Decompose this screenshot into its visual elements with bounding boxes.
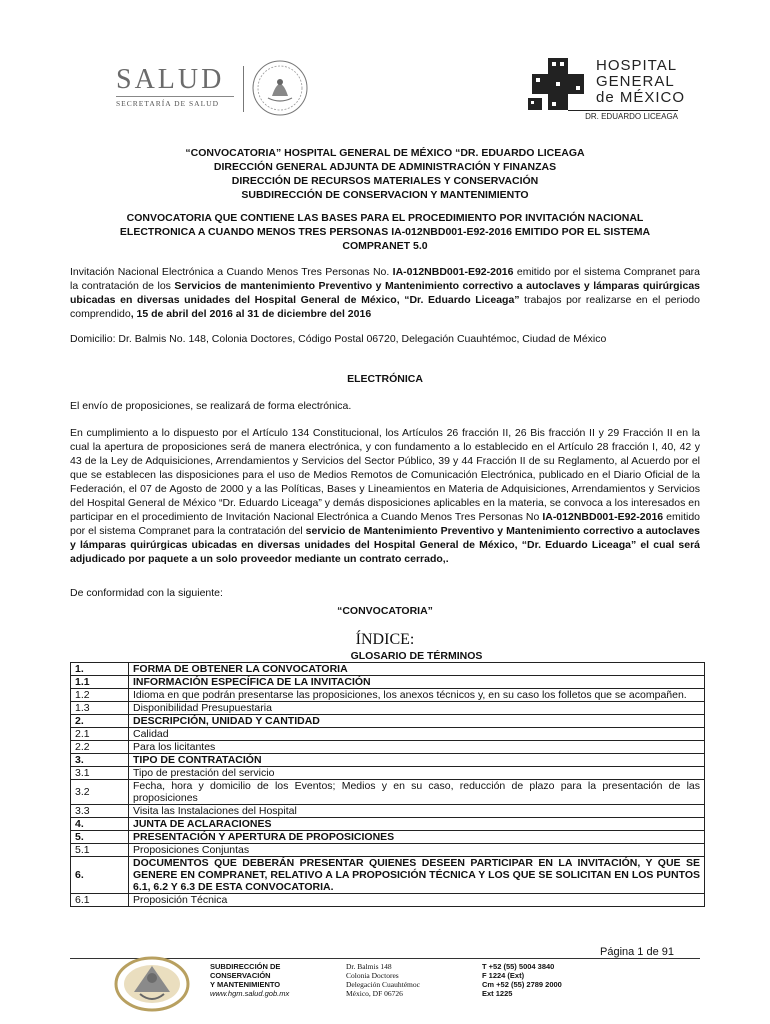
index-entry: Calidad [129,728,705,741]
footer-line: Dr. Balmis 148 [346,962,392,971]
index-entry: Proposición Técnica [129,894,705,907]
index-number: 3.1 [71,767,129,780]
index-title: ÍNDICE: [355,631,415,648]
index-row [71,741,705,754]
index-row [71,831,705,844]
footer-line: SUBDIRECCIÓN DE [210,962,281,971]
index-entry: Para los licitantes [129,741,705,754]
text-run: emitido por el sistema Compranet para la contratación de los [70,266,700,292]
index-row [71,844,705,857]
index-entry: DOCUMENTOS QUE DEBERÁN PRESENTAR QUIENES DESEEN PARTICIPAR EN LA INVITACIÓN, Y QUE SE GENERE EN COMPRANET, RELATIVO A LA PROPOSICIÓN TÉCNICA Y LOS QUE SE SOLICITAN EN LOS PUNTOS 6.1, 6.2 Y 6.3 DE ESTA CONVOCATORIA. [129,857,705,894]
index-row [71,857,705,894]
invitation-paragraph [70,265,700,321]
footer-line: Colonia Doctores [346,971,399,980]
index-row [71,805,705,818]
index-row [71,754,705,767]
index-row [71,676,705,689]
index-entry: Disponibilidad Presupuestaria [129,702,705,715]
title-line: SUBDIRECCIÓN DE CONSERVACION Y MANTENIMIENTO [241,189,529,201]
index-number: 2.2 [71,741,129,754]
conformity-paragraph: De conformidad con la siguiente: [70,587,223,599]
legal-basis-paragraph [70,426,700,566]
submission-paragraph: El envío de proposiciones, se realizará de forma electrónica. [70,400,352,412]
text-run: En cumplimiento a lo dispuesto por el Artículo 134 Constitucional, los Artículos 26 fracción II, 26 Bis fracción II y 29 Fracción II en la cual la apertura de proposiciones será de manera electrónica, y con fundamento a lo establecido en el Artículo 28 fracción I, 40, 42 y 43 de la Ley de Adquisiciones, Arrendamientos y Servicios del Sector Público, 39 y 44 Fracción II de su Reglamento, al Acuerdo por el que se establecen las disposiciones para el uso de Medios Remotos de Comunicación Electrónica, publicado en el Diario Oficial de la Federación, el 07 de Agosto de 2000 y a las Políticas, Bases y Lineamientos en Materia de Adquisiciones, Arrendamientos y Servicios del Hospital General de México “Dr. Eduardo Liceaga” y demás disposiciones aplicables en la materia, se convoca a los interesados en participar en el procedimiento de Invitación Nacional Electrónica a Cuando Menos Tres Personas No [70,427,700,523]
index-number: 5.1 [71,844,129,857]
footer-line: Delegación Cuauhtémoc [346,980,420,989]
index-number: 1. [71,663,129,676]
index-number: 1.2 [71,689,129,702]
index-entry: FORMA DE OBTENER LA CONVOCATORIA [129,663,705,676]
convocatoria-heading: “CONVOCATORIA” [337,605,433,617]
index-row [71,663,705,676]
index-entry: Idioma en que podrán presentarse las proposiciones, los anexos técnicos y, en su caso los folletos que se acompañen. [129,689,705,702]
hospital-name-line3: de MÉXICO [596,89,686,106]
index-row [71,818,705,831]
index-entry: DESCRIPCIÓN, UNIDAD Y CANTIDAD [129,715,705,728]
index-entry: Proposiciones Conjuntas [129,844,705,857]
glossary-row [71,650,705,663]
hospital-subtitle: DR. EDUARDO LICEAGA [568,110,678,121]
page-header [0,52,770,122]
index-number: 5. [71,831,129,844]
index-row [71,702,705,715]
title-line: DIRECCIÓN DE RECURSOS MATERIALES Y CONSERVACIÓN [231,175,539,187]
footer-website-link[interactable]: www.hgm.salud.gob.mx [210,989,290,998]
footer-line: Y MANTENIMIENTO [210,980,281,989]
index-number: 6.1 [71,894,129,907]
index-number: 6. [71,857,129,894]
convocatoria-line: ELECTRONICA A CUANDO MENOS TRES PERSONAS IA-012NBD001-E92-2016 EMITIDO POR EL SISTEMA [119,226,651,238]
glossary-spacer [71,650,129,663]
index-number: 1.3 [71,702,129,715]
logo-divider [243,66,244,112]
page-number: Página 1 de 91 [600,946,675,958]
hospital-cross-icon [528,58,590,110]
index-entry: Tipo de prestación del servicio [129,767,705,780]
salud-logo [116,66,234,108]
index-number: 2. [71,715,129,728]
title-line: “CONVOCATORIA” HOSPITAL GENERAL DE MÉXICO “DR. EDUARDO LICEAGA [185,147,585,159]
index-entry: Visita las Instalaciones del Hospital [129,805,705,818]
text-run: emitido por el sistema Compranet para la contratación del [70,511,700,537]
hospital-name [596,58,685,106]
footer-address [346,962,420,998]
index-number: 3. [71,754,129,767]
electronica-heading: ELECTRÓNICA [347,373,423,385]
index-entry: PRESENTACIÓN Y APERTURA DE PROPOSICIONES [129,831,705,844]
index-number: 4. [71,818,129,831]
convocatoria-title [70,211,700,253]
convocatoria-line: CONVOCATORIA QUE CONTIENE LAS BASES PARA EL PROCEDIMIENTO POR INVITACIÓN NACIONAL [126,212,644,224]
glossary-cell: GLOSARIO DE TÉRMINOS [350,650,483,662]
index-row [71,767,705,780]
procedure-number: IA-012NBD001-E92-2016 [542,511,664,523]
convocatoria-line: COMPRANET 5.0 [342,240,428,252]
footer-line: Ext 1225 [482,989,513,998]
index-number: 3.3 [71,805,129,818]
hospital-general-logo [528,58,688,122]
hospital-name-line1: HOSPITAL [596,57,678,74]
index-number: 3.2 [71,780,129,805]
index-entry: JUNTA DE ACLARACIONES [129,818,705,831]
index-row [71,780,705,805]
footer-line: México, DF 06726 [346,989,403,998]
index-entry: Fecha, hora y domicilio de los Eventos; Medios y en su caso, reducción de plazo para la presentación de las proposiciones [129,780,705,805]
procedure-number: IA-012NBD001-E92-2016 [392,266,514,278]
footer-line: F 1224 (Ext) [482,971,525,980]
salud-logo-subtitle: SECRETARÍA DE SALUD [116,96,234,108]
service-description: Servicios de mantenimiento Preventivo y Mantenimiento correctivo a autoclaves y lámparas quirúrgicas ubicadas en diversas unidades del Hospital General de México, “Dr. Eduardo Liceaga” [70,280,700,306]
national-seal-icon [250,58,310,118]
index-row [71,728,705,741]
hospital-name-line2: GENERAL [596,73,675,90]
index-entry: TIPO DE CONTRATACIÓN [129,754,705,767]
text-run: trabajos por realizarse en el periodo comprendido [70,294,700,320]
document-title [70,146,700,202]
service-description: servicio de Mantenimiento Preventivo y Mantenimiento correctivo a autoclaves y lámparas quirúrgicas ubicadas en diversas unidades del Hospital General de México, “Dr. Eduardo Liceaga” el cual será adjudicado por paquete a un solo proveedor mediante un contrato cerrado,. [70,525,700,565]
address-paragraph: Domicilio: Dr. Balmis No. 148, Colonia Doctores, Código Postal 06720, Delegación Cuauhtémoc, Ciudad de México [70,333,607,345]
index-row [71,894,705,907]
conservation-emblem-icon [106,944,198,1016]
salud-logo-word: SALUD [116,64,225,95]
footer-line: Cm +52 (55) 2789 2000 [482,980,562,989]
footer-line: T +52 (55) 5004 3840 [482,962,555,971]
footer-department [210,962,289,998]
index-table [70,650,705,907]
index-number: 2.1 [71,728,129,741]
text-run: Invitación Nacional Electrónica a Cuando Menos Tres Personas No. [70,266,393,278]
title-line: DIRECCIÓN GENERAL ADJUNTA DE ADMINISTRACIÓN Y FINANZAS [213,161,557,173]
service-period: , 15 de abril del 2016 al 31 de diciembre del 2016 [130,308,372,320]
footer-line: CONSERVACIÓN [210,971,271,980]
footer-contact [482,962,562,998]
index-row [71,715,705,728]
index-number: 1.1 [71,676,129,689]
index-entry: INFORMACIÓN ESPECÍFICA DE LA INVITACIÓN [129,676,705,689]
index-row [71,689,705,702]
